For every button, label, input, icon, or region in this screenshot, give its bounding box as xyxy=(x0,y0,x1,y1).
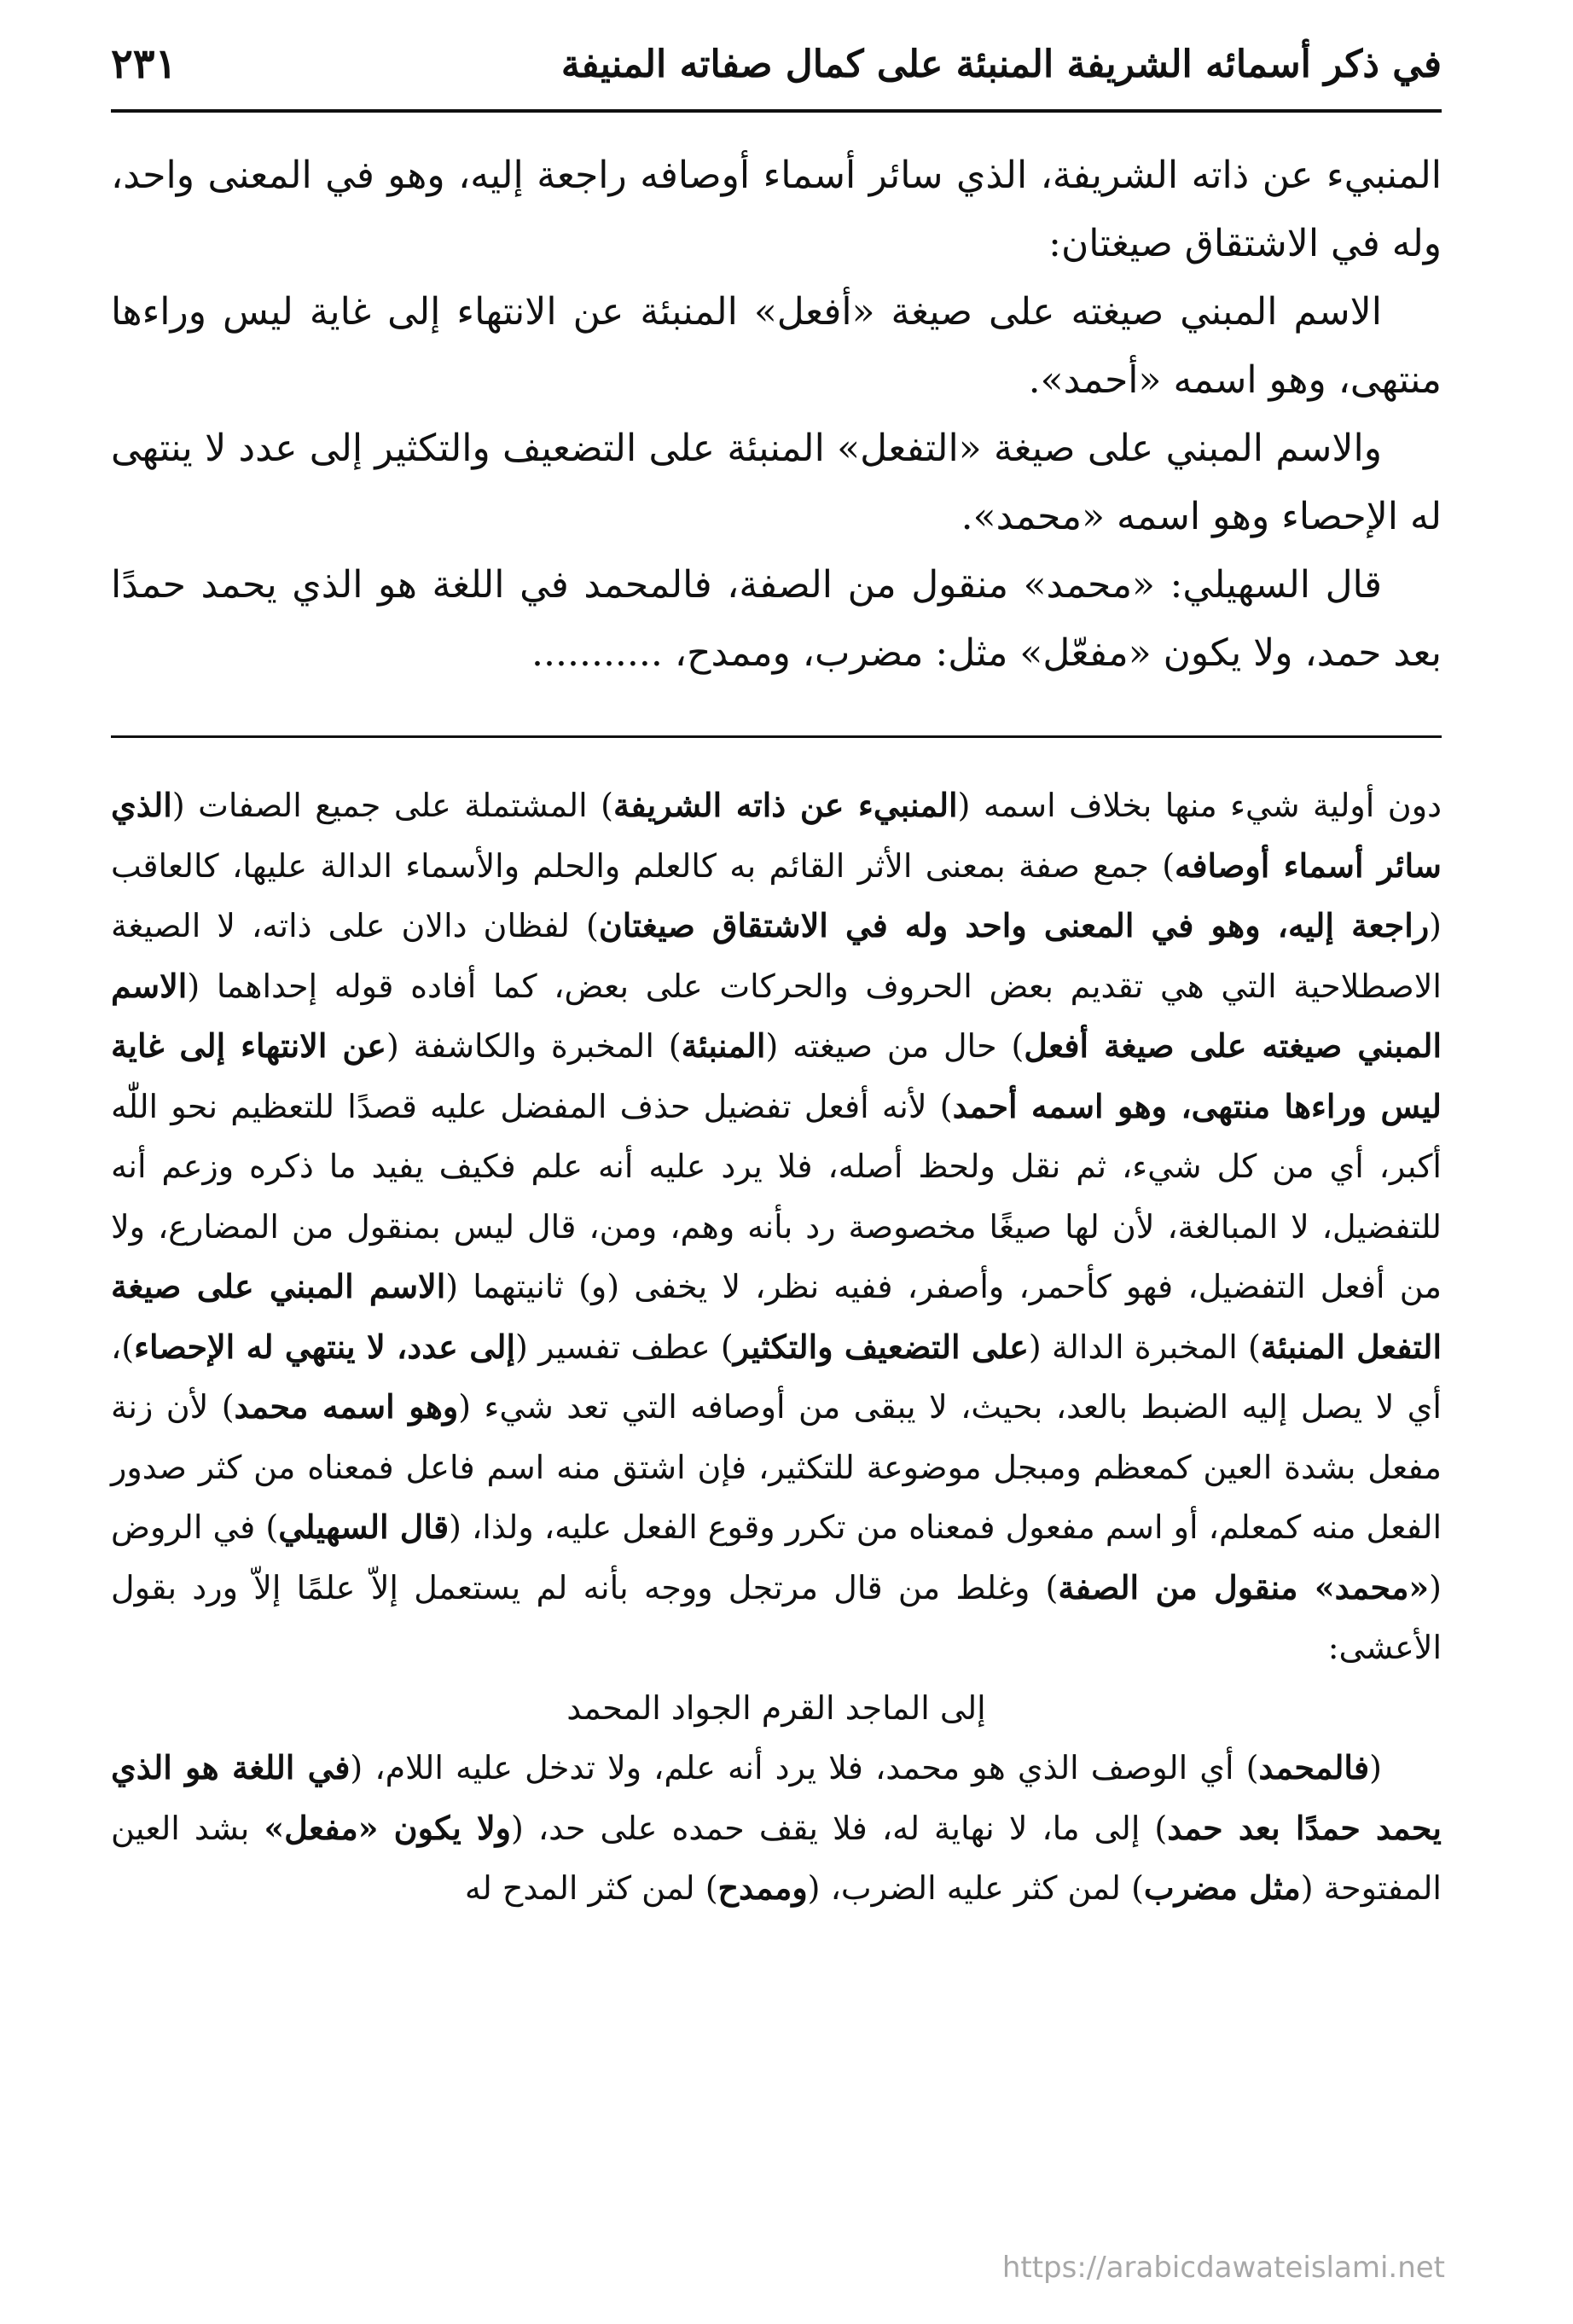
commentary-text: ) المشتملة على جميع الصفات ( xyxy=(171,787,613,824)
commentary-quoted-text: فالمحمد xyxy=(1258,1748,1370,1787)
poetry-verse: إلى الماجد القرم الجواد المحمد xyxy=(566,1688,986,1727)
commentary-quoted-text: قال السهيلي xyxy=(278,1508,450,1546)
commentary-quoted-text: ولا يكون «مفعل» xyxy=(264,1808,511,1847)
commentary-text: ) جمع صفة بمعنى الأثر القائم به كالعلم والحلم والأسماء الدالة عليها، كالعاقب ( xyxy=(111,846,1442,944)
commentary-text: ) لمن كثر المدح له xyxy=(464,1869,718,1907)
main-text-paragraph: قال السهيلي: «محمد» منقول من الصفة، فالمحمد في اللغة هو الذي يحمد حمدًا بعد حمد، ولا يكون «مفعّل» مثل: مضرب، وممدح، ........... xyxy=(111,563,1442,675)
page-header xyxy=(111,34,1442,94)
commentary-quoted-text: الاسم المبني صيغته على صيغة أفعل xyxy=(111,966,1442,1065)
commentary-text: بشد العين المفتوحة ( xyxy=(111,1809,1442,1907)
commentary-paragraph xyxy=(111,1738,1442,1919)
commentary-quoted-text: المنبئة xyxy=(681,1026,766,1065)
commentary-text: )، أي لا يصل إليه الضبط بالعد، بحيث، لا يبقى من أوصافه التي تعد شيء ( xyxy=(111,1328,1442,1426)
commentary-quoted-text: الذي سائر أسماء أوصافه xyxy=(111,786,1442,885)
commentary-quoted-text: الاسم المبني على صيغة التفعل المنبئة xyxy=(111,1267,1442,1366)
commentary-quoted-text: في اللغة هو الذي يحمد حمدًا بعد حمد xyxy=(111,1748,1442,1847)
commentary-text: ) لأنه أفعل تفضيل حذف المفضل عليه قصدًا للتعظيم نحو اللّٰه أكبر، أي من كل شيء، ثم نقل ولحظ أصله، فلا يرد عليه أنه علم فكيف يفيد ما ذكره وزعم أنه للتفضيل، لا المبالغة، لأن لها صيغًا مخصوصة رد بأنه وهم، ومن، قال ليس بمنقول من المضارع، ولا من أفعل التفضيل، فهو كأحمر، وأصفر، ففيه نظر، لا يخفى (و) ثانيتهما ( xyxy=(111,1087,1442,1305)
commentary-quoted-text: مثل مضرب xyxy=(1143,1868,1301,1907)
main-text xyxy=(111,142,1442,688)
commentary-quoted-text: «محمد» منقول من الصفة xyxy=(1058,1567,1430,1606)
commentary-quoted-text: وممدح xyxy=(717,1868,808,1907)
commentary-text: ( xyxy=(1369,1749,1382,1787)
running-title: في ذكر أسمائه الشريفة المنبئة على كمال صفاته المنيفة xyxy=(560,42,1442,86)
commentary-text: ) أي الوصف الذي هو محمد، فلا يرد أنه علم، ولا تدخل عليه اللام، ( xyxy=(350,1749,1259,1787)
commentary-quoted-text: المنبيء عن ذاته الشريفة xyxy=(612,786,958,824)
commentary-text: ) إلى ما، لا نهاية له، فلا يقف حمده على حد، ( xyxy=(510,1809,1168,1847)
main-text-paragraph: المنبيء عن ذاته الشريفة، الذي سائر أسماء أوصافه راجعة إليه، وهو في المعنى واحد، وله في الاشتقاق صيغتان: xyxy=(111,154,1442,265)
commentary xyxy=(111,776,1442,1919)
commentary-text: ) لفظان دالان على ذاته، لا الصيغة الاصطلاحية التي هي تقديم بعض الحروف والحركات على بعض، كما أفاده قوله إحداهما ( xyxy=(111,907,1442,1005)
commentary-text: ) عطف تفسير ( xyxy=(515,1328,734,1366)
commentary-text: ) وغلط من قال مرتجل ووجه بأنه لم يستعمل إلاّ علمًا إلاّ ورد بقول الأعشى: xyxy=(111,1568,1442,1666)
commentary-quoted-text: إلى عدد، لا ينتهي له الإحصاء xyxy=(134,1327,516,1366)
commentary-quoted-text: عن الانتهاء إلى غاية ليس وراءها منتهى، وهو اسمه أحمد xyxy=(111,1026,1442,1125)
commentary-divider xyxy=(111,735,1442,738)
commentary-quoted-text: راجعة إليه، وهو في المعنى واحد وله في الاشتقاق صيغتان xyxy=(598,906,1430,944)
commentary-text: ) لأن زنة مفعل بشدة العين كمعظم ومبجل موضوعة للتكثير، فإن اشتق منه اسم فاعل فمعناه من كثر صدور الفعل منه كمعلم، أو اسم مفعول فمعناه من تكرر وقوع الفعل عليه، ولذا، ( xyxy=(111,1388,1442,1546)
commentary-quoted-text: وهو اسمه محمد xyxy=(234,1387,459,1426)
page-number: ٢٣١ xyxy=(111,40,177,88)
commentary-text: ) المخبرة والكاشفة ( xyxy=(386,1027,682,1065)
book-page xyxy=(111,34,1442,2286)
main-text-paragraph: والاسم المبني على صيغة «التفعل» المنبئة على التضعيف والتكثير إلى عدد لا ينتهى له الإحصاء وهو اسمه «محمد». xyxy=(111,427,1442,538)
commentary-text: ) لمن كثر عليه الضرب، ( xyxy=(807,1869,1144,1907)
commentary-paragraph xyxy=(111,776,1442,1678)
main-text-paragraph: الاسم المبني صيغته على صيغة «أفعل» المنبئة عن الانتهاء إلى غاية ليس وراءها منتهى، وهو اسمه «أحمد». xyxy=(111,290,1442,402)
header-divider xyxy=(111,109,1442,113)
commentary-text: ) المخبرة الدالة ( xyxy=(1028,1328,1261,1366)
watermark-url: https://arabicdawateislami.net xyxy=(1001,2251,1445,2285)
commentary-text: ) حال من صيغته ( xyxy=(765,1027,1024,1065)
commentary-quoted-text: على التضعيف والتكثير xyxy=(733,1327,1029,1366)
commentary-text: دون أولية شيء منها بخلاف اسمه ( xyxy=(957,787,1442,824)
commentary-text: ) في الروض ( xyxy=(111,1508,1442,1606)
